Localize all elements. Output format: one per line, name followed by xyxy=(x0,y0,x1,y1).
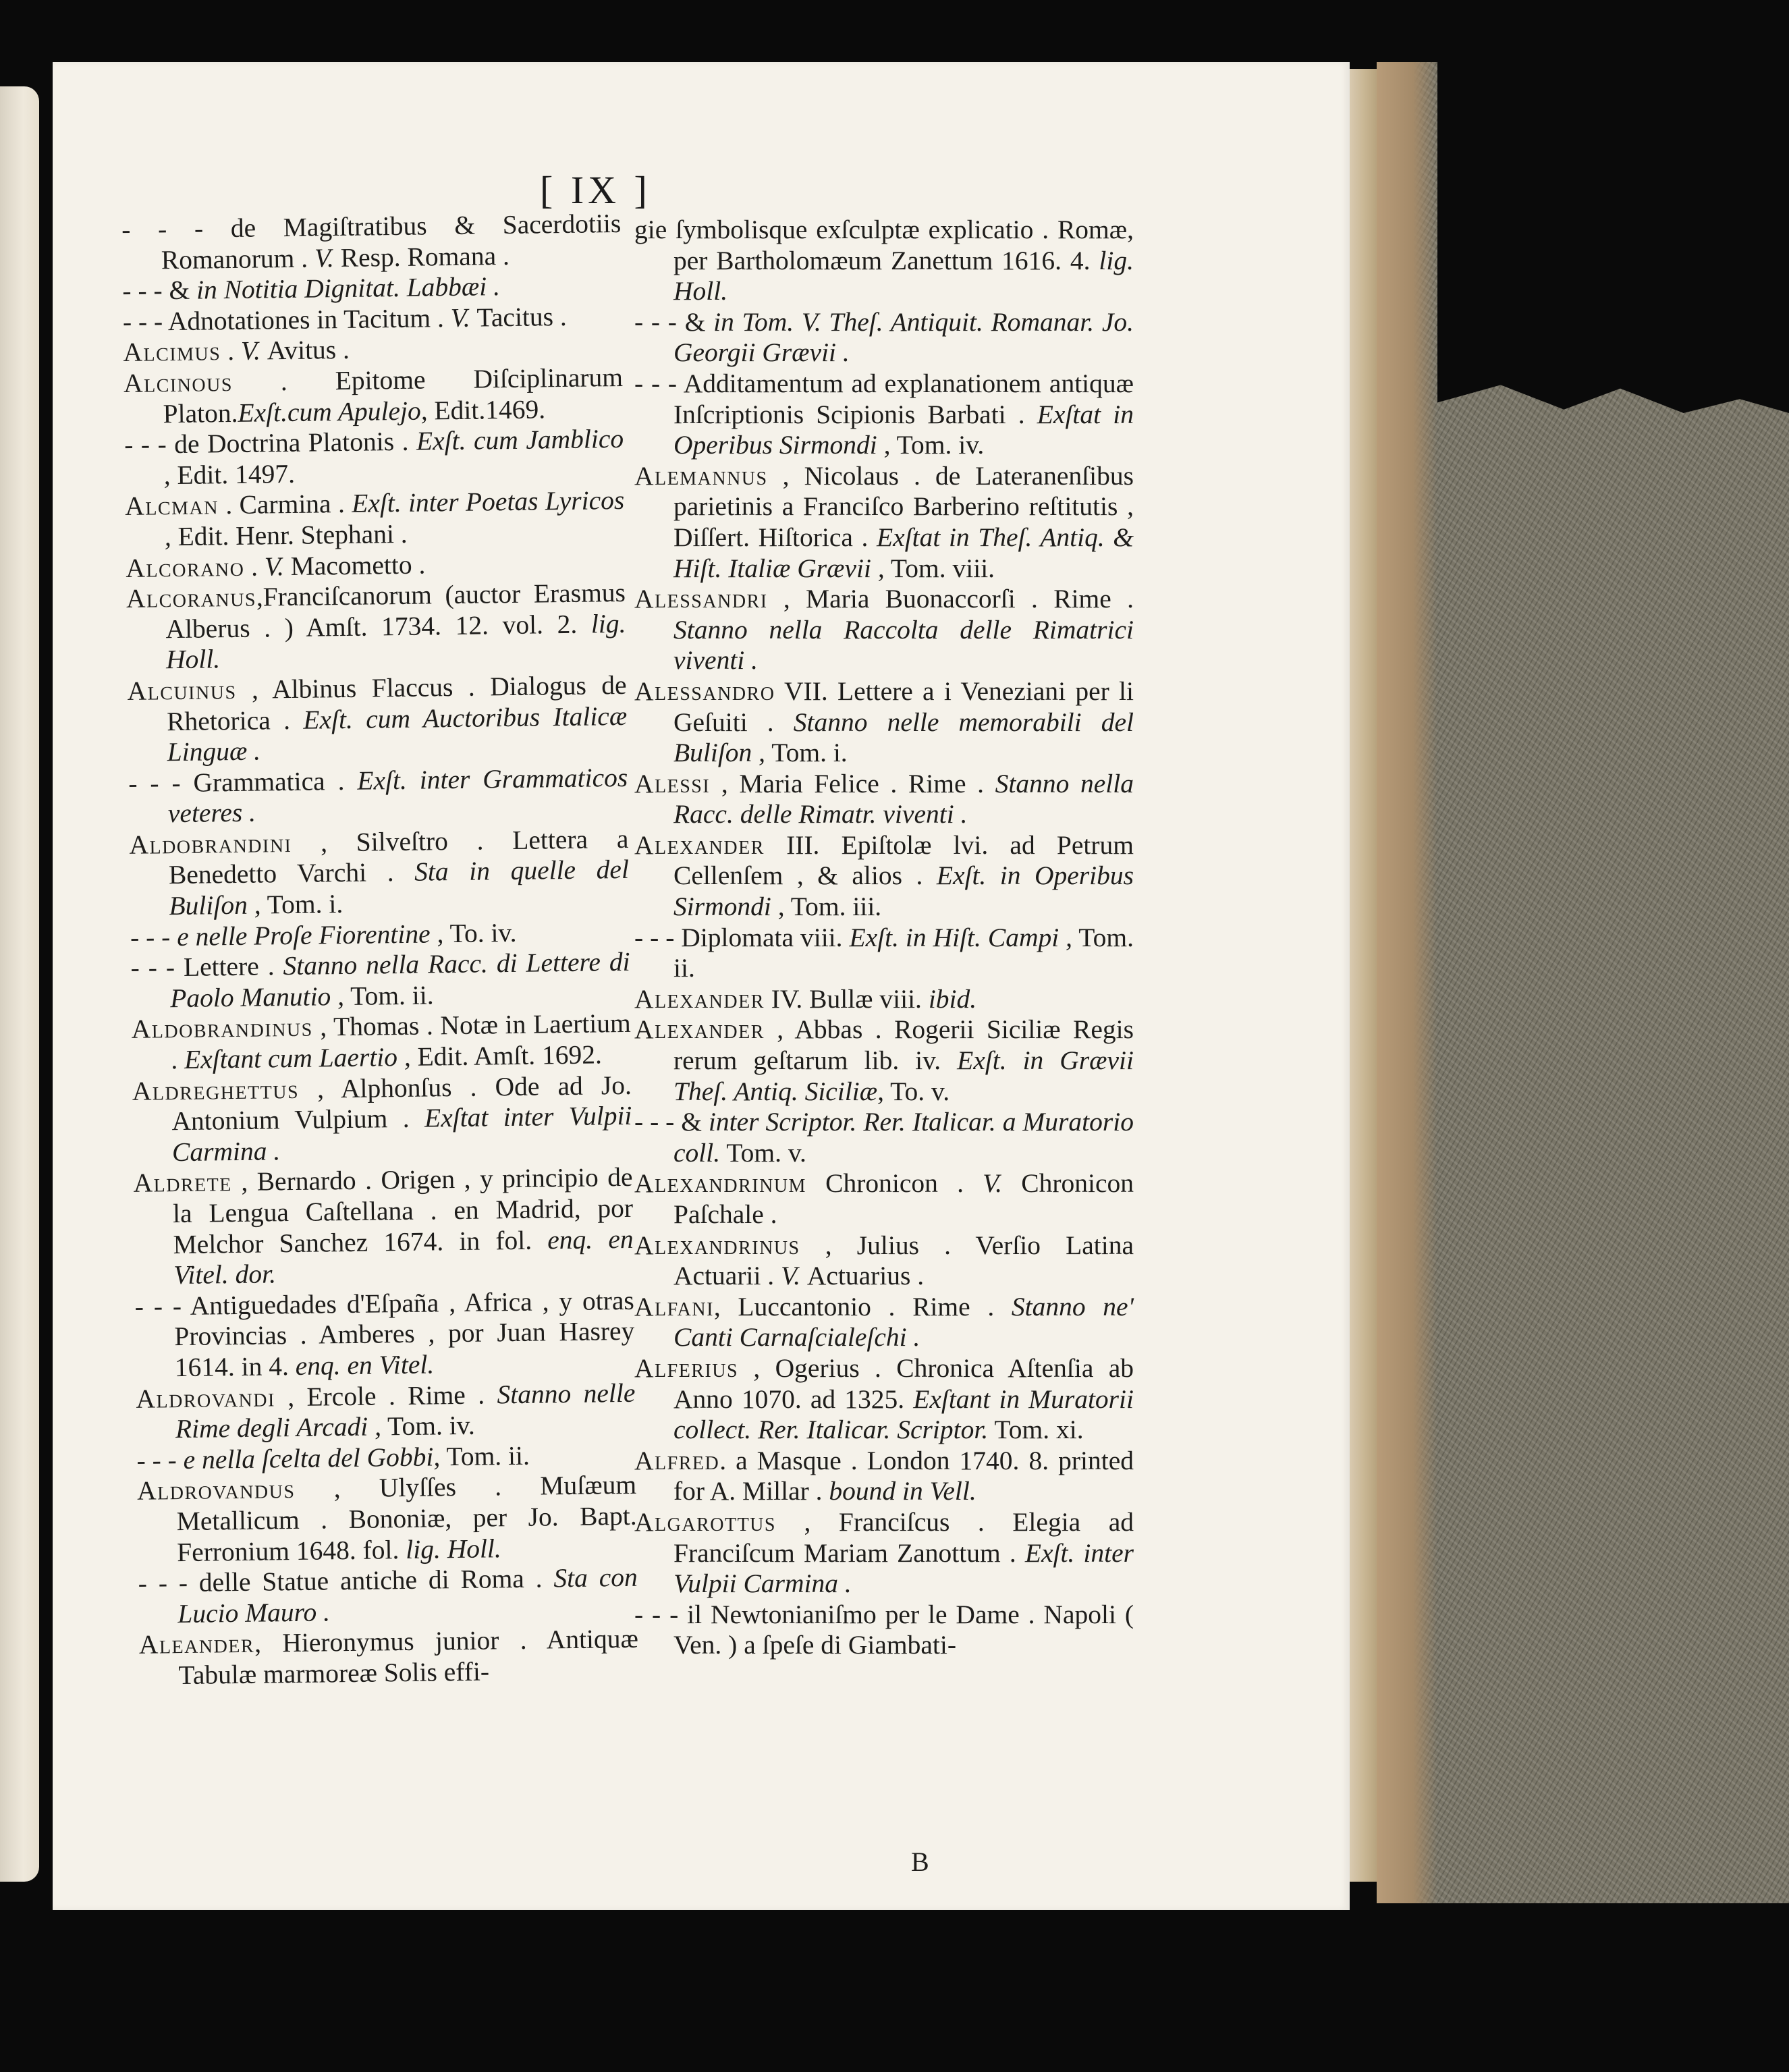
index-entry xyxy=(634,1014,1134,1107)
entry-tail: Edit. Amſt. 1692. xyxy=(410,1039,603,1072)
index-entry xyxy=(634,369,1134,461)
entry-text: - - - xyxy=(136,1444,184,1475)
entry-text: , Albinus Flaccus . Dialogus de Rhetorica . xyxy=(166,670,627,736)
entry-head: Aldreghettus xyxy=(132,1074,300,1106)
entry-head: Alcinous xyxy=(123,366,233,398)
entry-text: . xyxy=(244,551,265,582)
entry-head: Alexander xyxy=(634,1014,765,1045)
index-entry xyxy=(634,307,1134,369)
entry-text: , Maria Buonaccorſi . Rime . xyxy=(767,584,1134,614)
index-entry xyxy=(127,670,628,769)
index-entry xyxy=(139,1624,639,1691)
entry-tail: Tom. xi. xyxy=(988,1415,1084,1445)
entry-text: - - - Grammatica . xyxy=(128,765,358,798)
index-entry xyxy=(634,830,1134,923)
entry-head: Algarottus xyxy=(634,1506,776,1537)
entry-note: lig. Holl. xyxy=(405,1533,502,1564)
index-entry xyxy=(634,215,1134,307)
index-entry xyxy=(134,1286,635,1384)
entry-note: Exſtat in Operibus Sirmondi , xyxy=(673,399,1134,460)
entry-text: , Silveſtro . Lettera a Benedetto Varchi . xyxy=(168,823,629,890)
entry-tail: Resp. Romana . xyxy=(340,240,510,273)
index-entry xyxy=(123,301,623,338)
entry-text: gie ſymbolisque exſculptæ explicatio . Romæ, per Bartholomæum Zanettum 1616. 4. xyxy=(634,215,1134,275)
index-entry xyxy=(132,1070,633,1168)
entry-text: , Nicolaus . de Lateranenſibus parietinis a Franciſco Barberino reſtitutis , Diſſert. Hiſtorica . xyxy=(673,460,1134,552)
entry-text: - - - Lettere . xyxy=(130,951,283,983)
entry-text: - - - Antiguedades d'Eſpaña , Africa , y otras Provincias . Amberes , por Juan Hasrey 1614. in 4. xyxy=(134,1285,635,1383)
entry-text: Chronicon . xyxy=(806,1168,983,1199)
entry-note: in Tom. V. Theſ. Antiquit. Romanar. Jo. Georgii Grævii . xyxy=(673,306,1134,368)
entry-tail: Tom. i. xyxy=(260,889,343,920)
entry-note: Exſt. inter Poetas Lyricos , xyxy=(164,485,625,552)
entry-tail: Tom. ii. xyxy=(673,922,1134,983)
entry-tail: To. iv. xyxy=(443,917,517,948)
entry-tail: Actuarius . xyxy=(806,1261,925,1291)
entry-tail: Tom. ii. xyxy=(343,980,434,1011)
entry-tail: Tacitus . xyxy=(476,301,568,333)
entry-note: V. xyxy=(781,1261,807,1291)
entry-text: . Epitome Diſciplinarum Platon. xyxy=(163,362,624,429)
entry-note: Stanno nella Racc. delle Rimatr. viventi . xyxy=(673,768,1134,829)
entry-text: - - - Diplomata viii. xyxy=(634,922,850,952)
entry-tail: Tom. iv. xyxy=(890,430,985,460)
entry-note: Exſt. in Operibus Sirmondi , xyxy=(673,861,1134,922)
entry-tail: Edit.1469. xyxy=(427,393,546,426)
entry-note: enq. en Vitel. xyxy=(295,1349,435,1381)
index-entry xyxy=(136,1378,636,1445)
entry-text: , Luccantonio . Rime . xyxy=(713,1291,1012,1321)
entry-note: V. xyxy=(240,335,267,366)
entry-head: Alemannus xyxy=(634,460,768,491)
entry-note: Exſt. in Hiſt. Campi , xyxy=(849,922,1073,952)
entry-head: Alcimus xyxy=(123,336,221,368)
entry-note: V. xyxy=(983,1168,1022,1199)
index-entry xyxy=(137,1470,638,1569)
index-entry xyxy=(125,485,625,553)
cover-leather-edge xyxy=(1377,62,1437,1903)
entry-note: bound in Vell. xyxy=(829,1476,976,1506)
entry-note: e nelle Proſe Fiorentine , xyxy=(176,918,444,952)
entry-tail: Tom. i. xyxy=(765,738,848,768)
entry-text: . a Masque . London 1740. 8. printed for A. Millar . xyxy=(673,1445,1134,1506)
entry-tail: Tom. viii. xyxy=(884,553,995,583)
index-entry xyxy=(634,676,1134,769)
entry-note: Sta in quelle del Buliſon , xyxy=(169,854,630,921)
index-entry xyxy=(634,1107,1134,1168)
entry-head: Alfred xyxy=(634,1445,720,1475)
entry-head: Aldrovandus xyxy=(136,1474,296,1506)
index-entry xyxy=(123,362,624,430)
entry-note: lig. Holl. xyxy=(673,245,1134,306)
entry-text: , Abbas . Rogerii Siciliæ Regis rerum geſtarum lib. iv. xyxy=(673,1014,1134,1076)
index-entry xyxy=(634,1507,1134,1600)
entry-tail: Macometto . xyxy=(290,549,426,581)
index-entry xyxy=(130,947,630,1014)
entry-note: Stanno nelle Rime degli Arcadi , xyxy=(175,1378,636,1444)
entry-note: Stanno nella Raccolta delle Rimatrici viventi . xyxy=(673,614,1134,676)
entry-head: Alexandrinus xyxy=(634,1230,800,1260)
entry-text: , Hieronymus junior . Antiquæ Tabulæ marmoreæ Solis effi- xyxy=(178,1624,639,1691)
entry-tail: Avitus . xyxy=(267,335,350,366)
index-entry xyxy=(121,209,622,276)
index-entry xyxy=(634,984,1134,1015)
entry-text: , Ercole . Rime . xyxy=(275,1379,497,1412)
entry-note: V. xyxy=(314,242,341,273)
index-entry xyxy=(128,763,628,830)
entry-head: Aleander xyxy=(138,1629,255,1660)
entry-text: - - - & xyxy=(634,1107,709,1137)
entry-head: Alfani xyxy=(634,1291,714,1321)
entry-head: Alexander xyxy=(634,829,765,860)
page-fore-edge xyxy=(1350,69,1377,1882)
entry-note: ibid. xyxy=(928,983,977,1014)
index-entry xyxy=(634,1446,1134,1507)
index-entry xyxy=(124,424,624,491)
entry-text: - - - & xyxy=(634,306,714,337)
entry-tail: Edit. 1497. xyxy=(170,458,296,490)
entry-tail: Tom. v. xyxy=(720,1137,806,1168)
entry-note: Sta con Lucio Mauro . xyxy=(177,1562,638,1629)
left-column xyxy=(121,209,639,1691)
entry-note: Exſtat in Theſ. Antiq. & Hiſt. Italiæ Grævii , xyxy=(673,522,1134,583)
entry-text: . Carmina . xyxy=(218,489,352,520)
index-entry xyxy=(634,1168,1134,1230)
cover-shadow xyxy=(1437,62,1789,413)
entry-head: Alessandro xyxy=(634,676,775,706)
right-column xyxy=(634,215,1134,1661)
entry-tail: Tom. iv. xyxy=(381,1410,475,1442)
index-entry xyxy=(634,1230,1134,1292)
entry-note: Stanno nelle memorabili del Buliſon , xyxy=(673,707,1134,768)
entry-note: inter Scriptor. Rer. Italicar. a Muratorio coll. xyxy=(673,1107,1134,1168)
entry-text: ,Franciſcanorum (auctor Erasmus Alberus . ) Amſt. 1734. 12. vol. 2. xyxy=(165,578,626,644)
index-entry xyxy=(634,923,1134,984)
index-entry xyxy=(634,1353,1134,1446)
previous-page-edge xyxy=(0,86,39,1882)
entry-tail: Edit. Henr. Stephani . xyxy=(171,518,408,552)
index-entry xyxy=(126,578,627,676)
entry-head: Alcorano xyxy=(126,551,245,583)
entry-text: - - - il Newtonianiſmo per le Dame . Napoli ( Ven. ) a ſpeſe di Giambati- xyxy=(634,1599,1134,1660)
entry-note: Stanno ne' Canti Carnaſcialeſchi . xyxy=(673,1291,1134,1353)
entry-text: - - - Additamentum ad explanationem antiquæ Inſcriptionis Scipionis Barbati . xyxy=(634,368,1134,429)
entry-note: Exſt.cum Apulejo, xyxy=(238,396,428,428)
index-entry xyxy=(634,584,1134,676)
index-entry xyxy=(634,1292,1134,1353)
entry-head: Alexander xyxy=(634,983,765,1014)
entry-text: - - - delle Statue antiche di Roma . xyxy=(138,1563,554,1598)
entry-tail: Tom. iii. xyxy=(784,892,882,922)
entry-tail: To. v. xyxy=(884,1076,950,1106)
entry-head: Alferius xyxy=(634,1353,739,1383)
index-entry xyxy=(138,1562,638,1630)
signature-mark: B xyxy=(911,1847,929,1877)
entry-text: , Julius . Verſio Latina Actuarii . xyxy=(673,1230,1134,1291)
entry-head: Alessandri xyxy=(634,584,768,614)
index-entry xyxy=(131,1008,631,1076)
entry-text: - - - xyxy=(130,921,177,952)
index-entry xyxy=(634,461,1134,584)
entry-head: Alcman xyxy=(125,490,219,522)
entry-note: enq. en Vitel. dor. xyxy=(173,1224,634,1290)
entry-text: , Bernardo . Origen , y principio de la Lengua Caſtellana . en Madrid, por Melchor Sanchez 1674. in fol. xyxy=(172,1162,634,1259)
entry-text: III. Epiſtolæ lvi. ad Petrum Cellenſem , & alios . xyxy=(673,829,1134,891)
entry-text: - - - Adnotationes in Tacitum . xyxy=(122,302,451,337)
entry-note: Exſt. inter Vulpii Carmina . xyxy=(673,1537,1134,1599)
entry-text: , Ulyſſes . Muſæum Metallicum . Bononiæ, per Jo. Bapt. Ferronium 1648. fol. xyxy=(176,1470,637,1567)
entry-note: Exſtant in Muratorii collect. Rer. Italicar. Scriptor. xyxy=(673,1384,1134,1445)
entry-head: Aldrete xyxy=(133,1167,233,1199)
entry-head: Aldobrandinus xyxy=(131,1012,313,1045)
entry-text: - - - de Magiſtratibus & Sacerdotiis Romanorum . xyxy=(121,208,622,275)
entry-note: V. xyxy=(264,551,291,581)
entry-note: lig. Holl. xyxy=(165,608,626,675)
entry-text: . xyxy=(221,336,242,366)
entry-text: - - - de Doctrina Platonis . xyxy=(123,426,417,460)
entry-head: Aldobrandini xyxy=(129,827,292,860)
entry-tail: Tom. ii. xyxy=(439,1440,530,1472)
entry-head: Aldrovandi xyxy=(136,1382,276,1414)
entry-note: Exſt. cum Jamblico , xyxy=(163,424,624,491)
entry-note: V. xyxy=(450,302,477,333)
entry-note: Exſtant cum Laertio , xyxy=(184,1041,412,1074)
index-entry xyxy=(133,1162,634,1291)
index-entry xyxy=(634,769,1134,830)
entry-tail: Chronicon Paſchale . xyxy=(673,1168,1134,1229)
entry-note: Exſtat inter Vulpii Carmina . xyxy=(171,1101,632,1167)
entry-head: Alessi xyxy=(634,768,711,798)
entry-note: Exſt. cum Auctoribus Italicæ Linguæ . xyxy=(167,701,628,767)
entry-text: - - - & xyxy=(122,275,197,306)
entry-note: Exſt. in Grævii Theſ. Antiq. Siciliæ, xyxy=(673,1045,1134,1106)
entry-text: , Franciſcus . Elegia ad Franciſcum Mariam Zanottum . xyxy=(673,1506,1134,1568)
entry-note: Stanno nella Racc. di Lettere di Paolo Manutio , xyxy=(169,947,630,1014)
entry-text: , Thomas . Notæ in Laertium . xyxy=(171,1008,631,1075)
entry-note: Exſt. inter Grammaticos veteres . xyxy=(167,762,628,829)
index-entry xyxy=(634,1600,1134,1661)
entry-text: , Ogerius . Chronica Aſtenſia ab Anno 1070. ad 1325. xyxy=(673,1353,1134,1414)
entry-head: Alcuinus xyxy=(127,674,237,706)
entry-text: IV. Bullæ viii. xyxy=(764,983,929,1014)
entry-note: e nella ſcelta del Gobbi, xyxy=(183,1442,441,1475)
index-entry xyxy=(129,824,630,923)
entry-note: in Notitia Dignitat. Labbæi . xyxy=(196,271,501,305)
entry-text: , Alphonſus . Ode ad Jo. Antonium Vulpium . xyxy=(171,1070,632,1137)
page-number: [ IX ] xyxy=(540,168,651,212)
entry-text: , Maria Felice . Rime . xyxy=(710,768,995,798)
entry-head: Alcoranus xyxy=(126,582,257,614)
entry-head: Alexandrinum xyxy=(634,1168,806,1199)
entry-text: VII. Lettere a i Veneziani per li Geſuiti . xyxy=(673,676,1134,737)
